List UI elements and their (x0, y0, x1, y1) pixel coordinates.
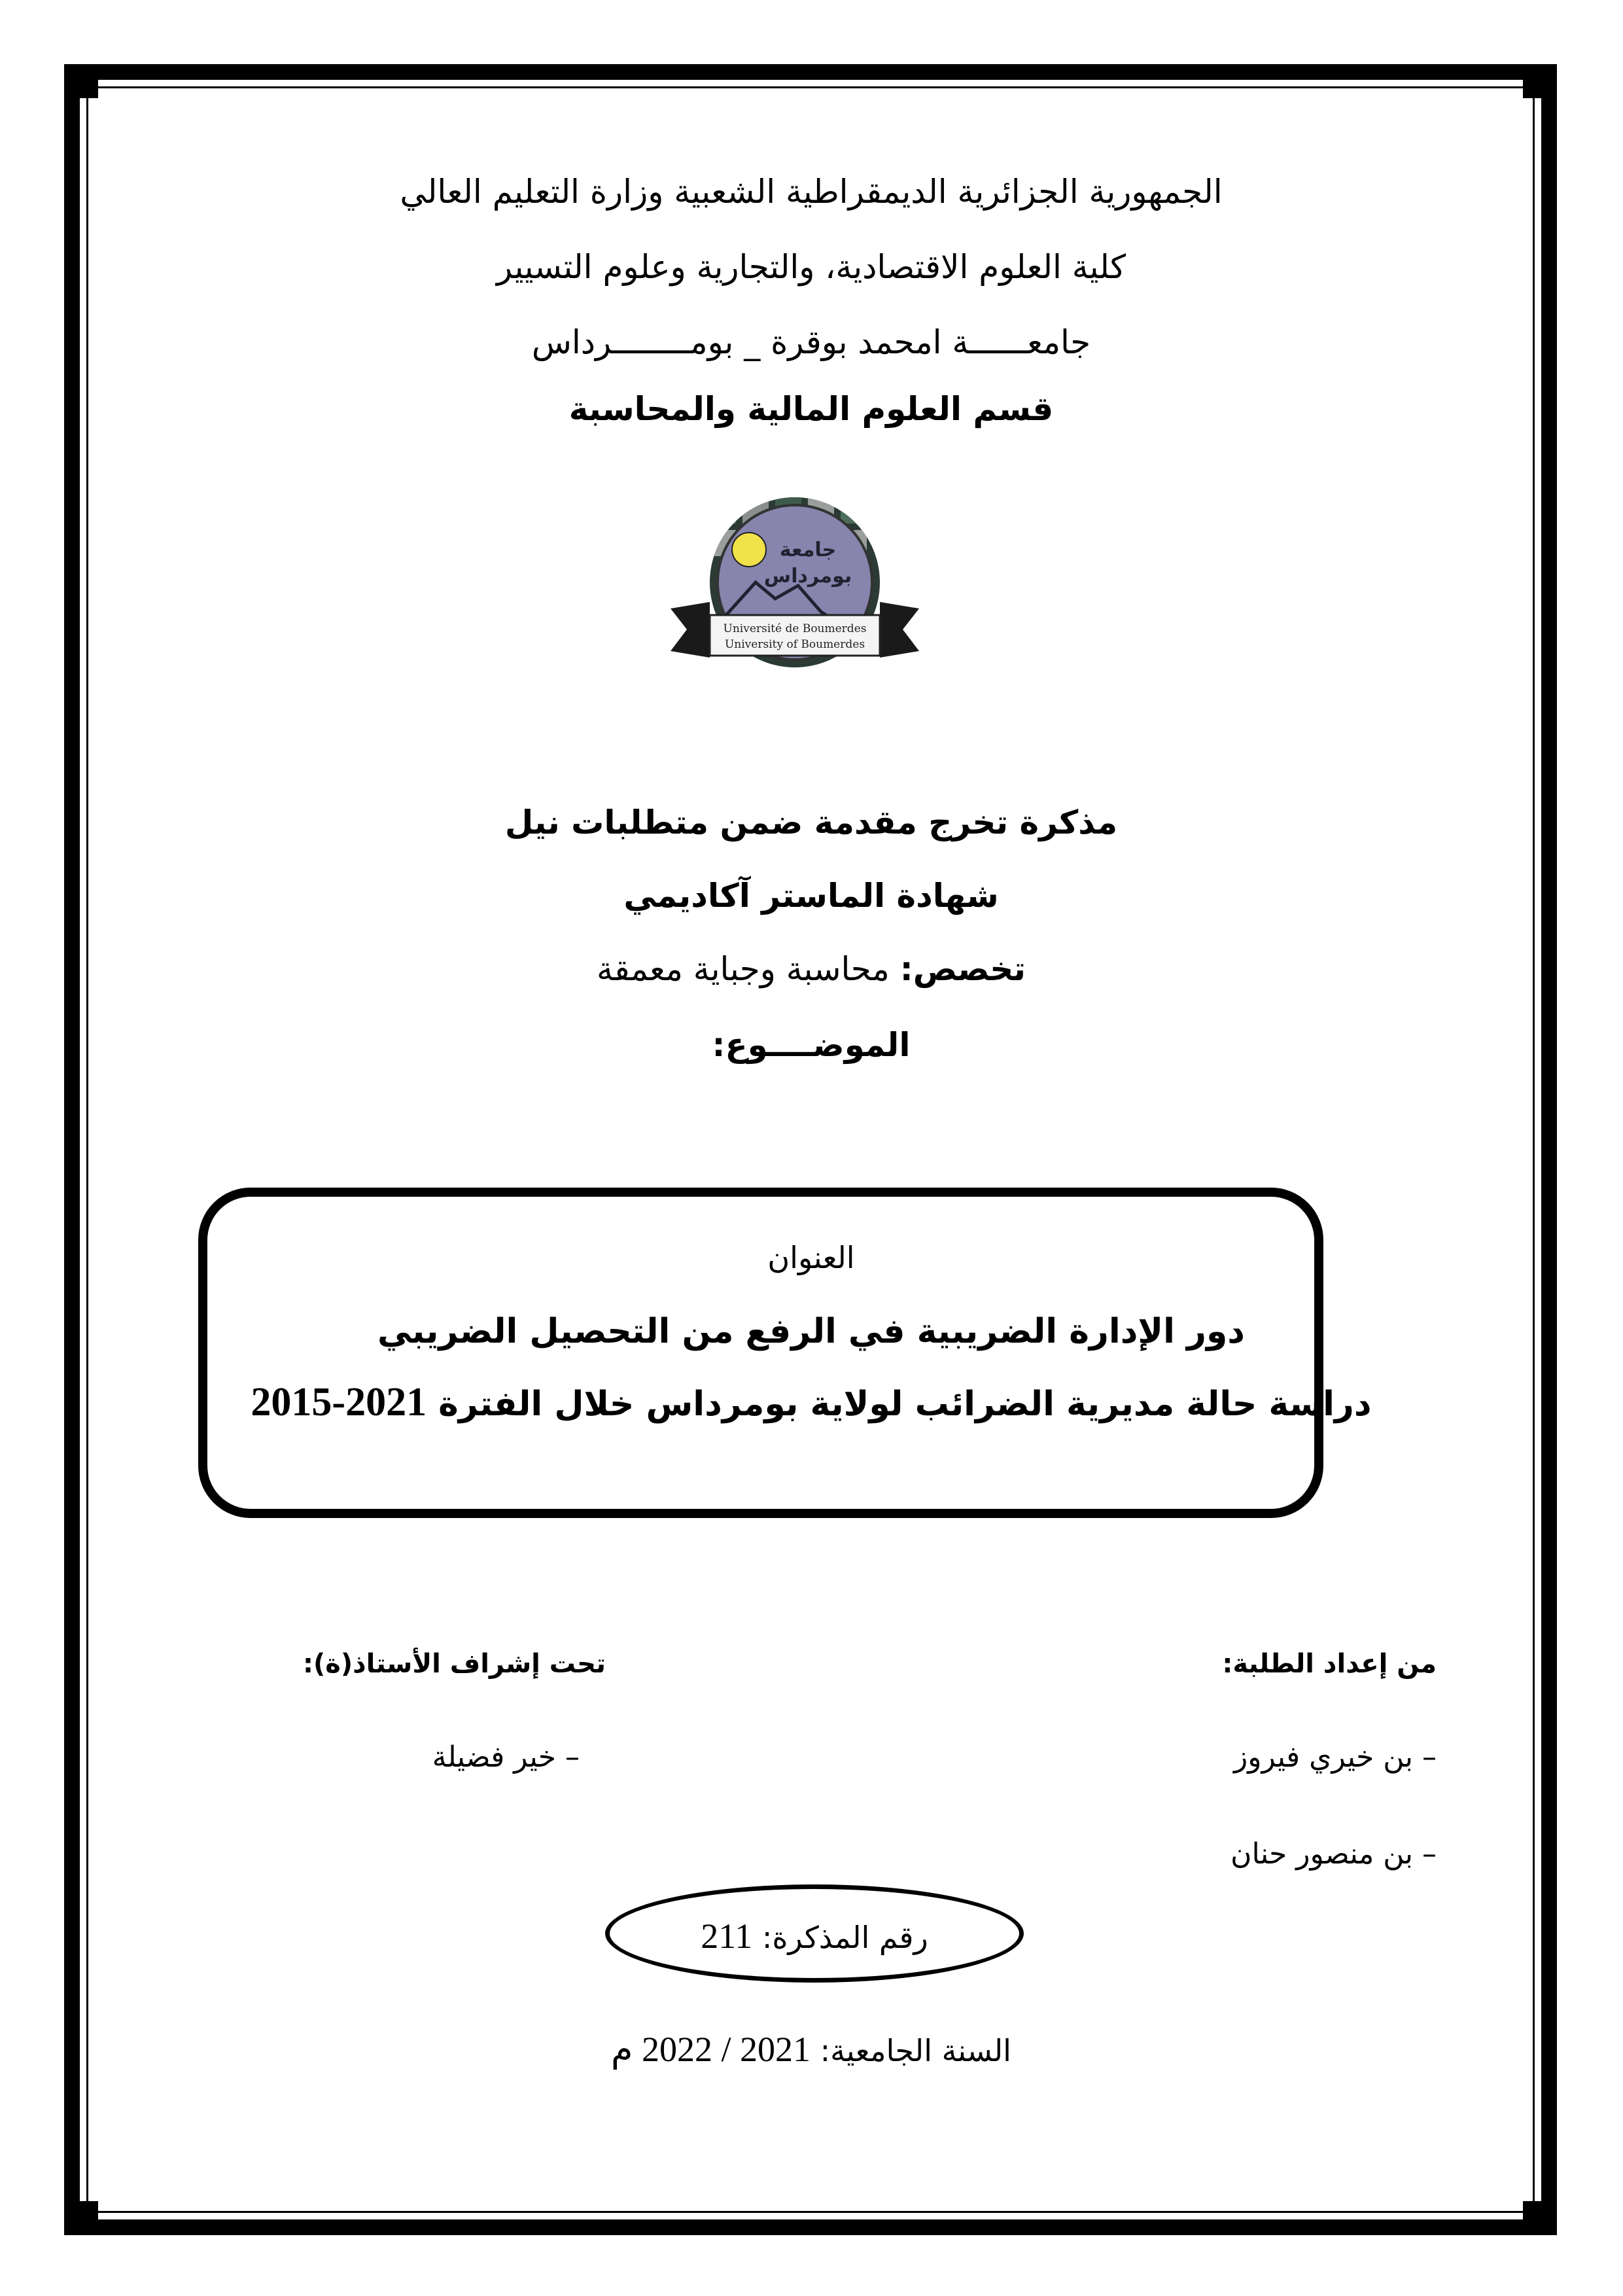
title-label: العنوان (767, 1240, 855, 1275)
title-line1: دور الإدارة الضريبية في الرفع من التحصيل الضريبي (377, 1312, 1245, 1351)
header-republic-ministry: الجمهورية الجزائرية الديمقراطية الشعبية وزارة التعليم العالي (400, 173, 1223, 211)
academic-year (196, 2028, 1426, 2070)
frame-top-bar (72, 64, 1549, 80)
university-logo (664, 484, 926, 680)
memo-number-label: رقم المذكرة: (752, 1920, 928, 1955)
logo-french-text: Université de Boumerdes (723, 622, 867, 635)
academic-year-value: 2021 / 2022 م (611, 2030, 811, 2069)
title-box (198, 1188, 1323, 1518)
memo-specialty (196, 950, 1426, 988)
student-name-1: – بن خيري فيروز (1234, 1740, 1437, 1774)
memo-line2: شهادة الماستر آكاديمي (623, 877, 999, 915)
logo-arabic-line1: جامعة (779, 539, 837, 561)
specialty-value: محاسبة وجباية معمقة (596, 950, 900, 988)
logo-english-text: University of Boumerdes (724, 638, 865, 651)
title-line2-text: دراسة حالة مديرية الضرائب لولاية بومرداس خلال الفترة (427, 1385, 1372, 1424)
academic-year-label: السنة الجامعية: (810, 2033, 1011, 2068)
memo-subject-label: الموضــــوع: (712, 1026, 911, 1064)
supervisor-name: – خير فضيلة (432, 1740, 580, 1774)
logo-arabic-line2: بومرداس (763, 565, 852, 588)
supervisor-heading: تحت إشراف الأستاذ(ة): (302, 1649, 606, 1679)
students-heading: من إعداد الطلبة: (1222, 1649, 1437, 1679)
memo-number (605, 1916, 1024, 1956)
frame-bottom-bar (72, 2219, 1549, 2235)
header-university: جامعــــــة امحمد بوقرة _ بومــــــــرداس (531, 323, 1091, 361)
header-faculty: كلية العلوم الاقتصادية، والتجارية وعلوم التسيير (496, 248, 1126, 286)
specialty-label: تخصص: (899, 950, 1026, 988)
frame-right-bar (1541, 72, 1557, 2227)
header-department: قسم العلوم المالية والمحاسبة (568, 390, 1054, 428)
frame-left-bar (64, 72, 80, 2227)
memo-line1: مذكرة تخرج مقدمة ضمن متطلبات نيل (504, 804, 1118, 841)
university-logo-graphic (664, 484, 926, 680)
memo-number-value: 211 (701, 1916, 753, 1956)
title-line2 (196, 1379, 1426, 1426)
title-line2-years: 2015-2021 (251, 1380, 427, 1424)
student-name-2: – بن منصور حنان (1230, 1837, 1437, 1871)
